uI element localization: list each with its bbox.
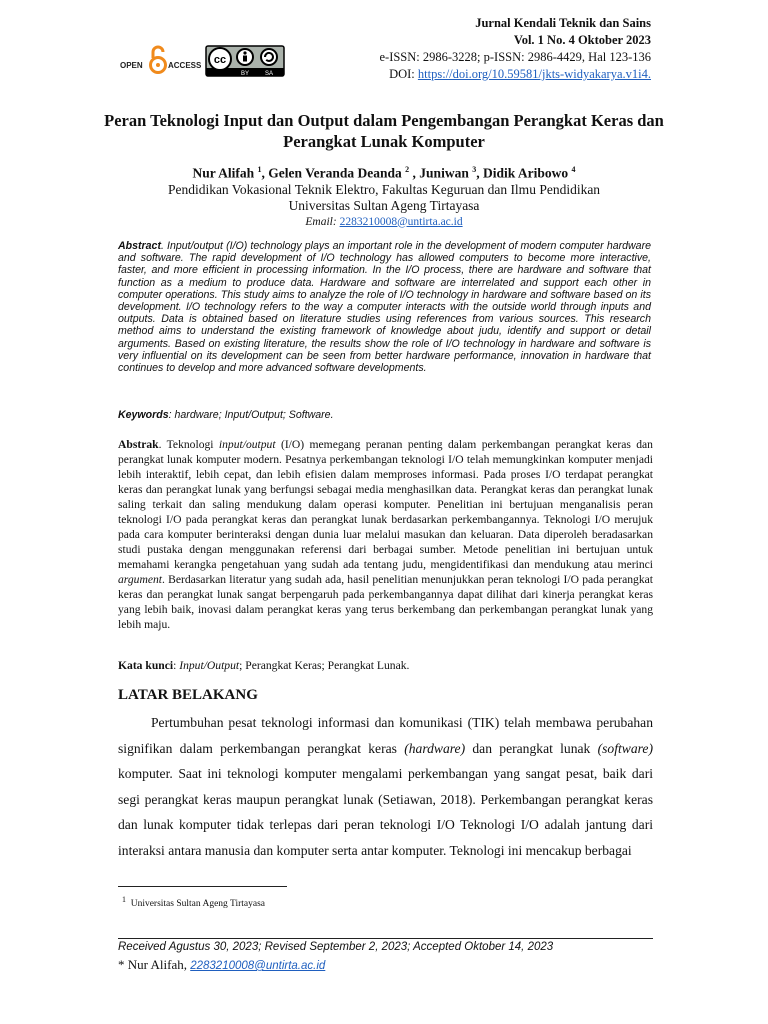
footnote: $^1$ Universitas Sultan Ageng Tirtayasa — [122, 895, 266, 910]
keywords-en: Keywords: hardware; Input/Output; Software. — [118, 409, 334, 421]
received-dates: Received Agustus 30, 2023; Revised September 2, 2023; Accepted Oktober 14, 2023 — [118, 941, 554, 953]
body-text — [118, 710, 653, 863]
open-lock-icon — [151, 47, 166, 73]
corresponding-author: * Nur Alifah, 2283210008@untirta.ac.id — [118, 957, 326, 972]
author-list: Nur Alifah $^1$, Gelen Veranda Deanda $^2$ , Juniwan $^3$, Didik Aribowo $^4$ — [192, 165, 576, 181]
footnote-divider — [118, 886, 287, 887]
open-access-right-text: ACCESS — [168, 61, 202, 70]
svg-text:cc: cc — [213, 54, 227, 66]
open-access-logo — [120, 43, 290, 84]
abstract-en: Abstract. Input/output (I/O) technology plays an important role in the development of modern computer hardware and software. The rapid development of I/O technology has allowed computers to become more interactive, faster, and more efficient in processing information. In the I/O process, there are hardware and software that function as a medium to produce data. Hardware and software are interrelated and support each other in computer operations. This study aims to analyze the role of I/O technology in hardware and software based on its development. I/O technology refers to the way a computer interacts with the outside world through inputs and outputs. Data is obtained based on literature studies using references from various sources. This research method aims to understand the existing framework of knowledge about judu, identify and support or detail arguments. Based on existing literature, the results show the role of I/O technology in hardware and software is very influential on its development can be seen from better hardware performance, innovation in hardware that continues to develop and more advanced software developments. — [118, 240, 651, 375]
open-access-left-text: OPEN — [120, 61, 143, 70]
author-name: Didik Aribowo — [482, 165, 569, 181]
footer-divider — [118, 938, 653, 939]
email-line: Email: 2283210008@untirta.ac.id — [305, 215, 463, 228]
journal-issn: e-ISSN: 2986-3228; p-ISSN: 2986-4429, Hal 123-136 — [379, 50, 651, 64]
svg-text:BY: BY — [240, 71, 250, 77]
doi-link[interactable]: https://doi.org/10.59581/jkts-widyakarya.v1i4. — [417, 67, 651, 81]
section-heading: LATAR BELAKANG — [118, 687, 258, 703]
keywords-id: Kata kunci: Input/Output; Perangkat Keras; Perangkat Lunak. — [118, 659, 410, 672]
cc-by-sa-license-icon — [206, 46, 284, 77]
abstract-id: Abstrak. Teknologi input/output (I/O) memegang peranan penting dalam perkembangan perangkat keras dan perangkat lunak komputer modern. Pesatnya perkembangan teknologi I/O telah memungkinkan komputer menjadi lebih interaktif, lebih cepat, dan lebih efisien dalam memproses informasi. Pada proses I/O terdapat perangkat keras dan perangkat lunak yang berfungsi sebagai media menghasilkan data. Perangkat keras dan perangkat lunak saling terkait dan saling mendukung dalam operasi komputer. Penelitian ini bertujuan menganalisis peran teknologi I/O pada perangkat keras dan perangkat lunak berdasarkan perkembangannya. Teknologi I/O merujuk pada cara komputer berinteraksi dengan dunia luar melalui masukan dan keluaran. Data diperoleh beradasarkan studi pustaka dengan menggunakan referensi dari berbagai sumber. Metode penelitian ini bertujuan untuk memahami kerangka pengetahuan yang sudah ada tentang judu, mengidentifikasi dan mendukung atau merinci argument. Berdasarkan literatur yang sudah ada, hasil penelitian menunjukkan peran teknologi I/O pada perangkat keras dan perangkat lunak sangat berpengaruh pada perkembangannya dapat dilihat dari kinerja perangkat keras yang lebih baik, inovasi dalam perangkat keras yang terus berkembang dan perkembangan perangkat lunak yang lebih maju. — [118, 438, 653, 631]
author-name: Nur Alifah — [192, 165, 255, 181]
journal-doi: DOI: https://doi.org/10.59581/jkts-widyakarya.v1i4. — [389, 67, 651, 81]
journal-volume: Vol. 1 No. 4 Oktober 2023 — [513, 33, 651, 47]
paper-title: Peran Teknologi Input dan Output dalam Pengembangan Perangkat Keras dan Perangkat Lunak Komputer — [104, 111, 664, 151]
author-name: Gelen Veranda Deanda — [268, 165, 402, 181]
paragraph: Pertumbuhan pesat teknologi informasi dan komunikasi (TIK) telah membawa perubahan signifikan dalam perkembangan perangkat keras (hardware) dan perangkat lunak (software) komputer. Saat ini teknologi komputer mengalami perkembangan yang sangat pesat, baik dari segi perangkat keras maupun perangkat lunak (Setiawan, 2018). Perkembangan perangkat keras dan lunak komputer tidak terlepas dari peran teknologi I/O Teknologi I/O adalah jantung dari interaksi antara manusia dan komputer serta antar komputer. Teknologi ini mencakup berbagai — [118, 715, 653, 858]
journal-name: Jurnal Kendali Teknik dan Sains — [475, 16, 651, 30]
affiliation-line: Universitas Sultan Ageng Tirtayasa — [288, 197, 480, 213]
journal-header — [379, 15, 651, 83]
svg-text:SA: SA — [264, 71, 274, 77]
author-email-link[interactable]: 2283210008@untirta.ac.id — [339, 215, 463, 228]
affiliation-line: Pendidikan Vokasional Teknik Elektro, Fakultas Keguruan dan Ilmu Pendidikan — [167, 181, 601, 197]
author-block — [100, 162, 668, 230]
author-name: Juniwan — [419, 165, 469, 181]
corresponding-email-link[interactable]: 2283210008@untirta.ac.id — [190, 960, 326, 972]
